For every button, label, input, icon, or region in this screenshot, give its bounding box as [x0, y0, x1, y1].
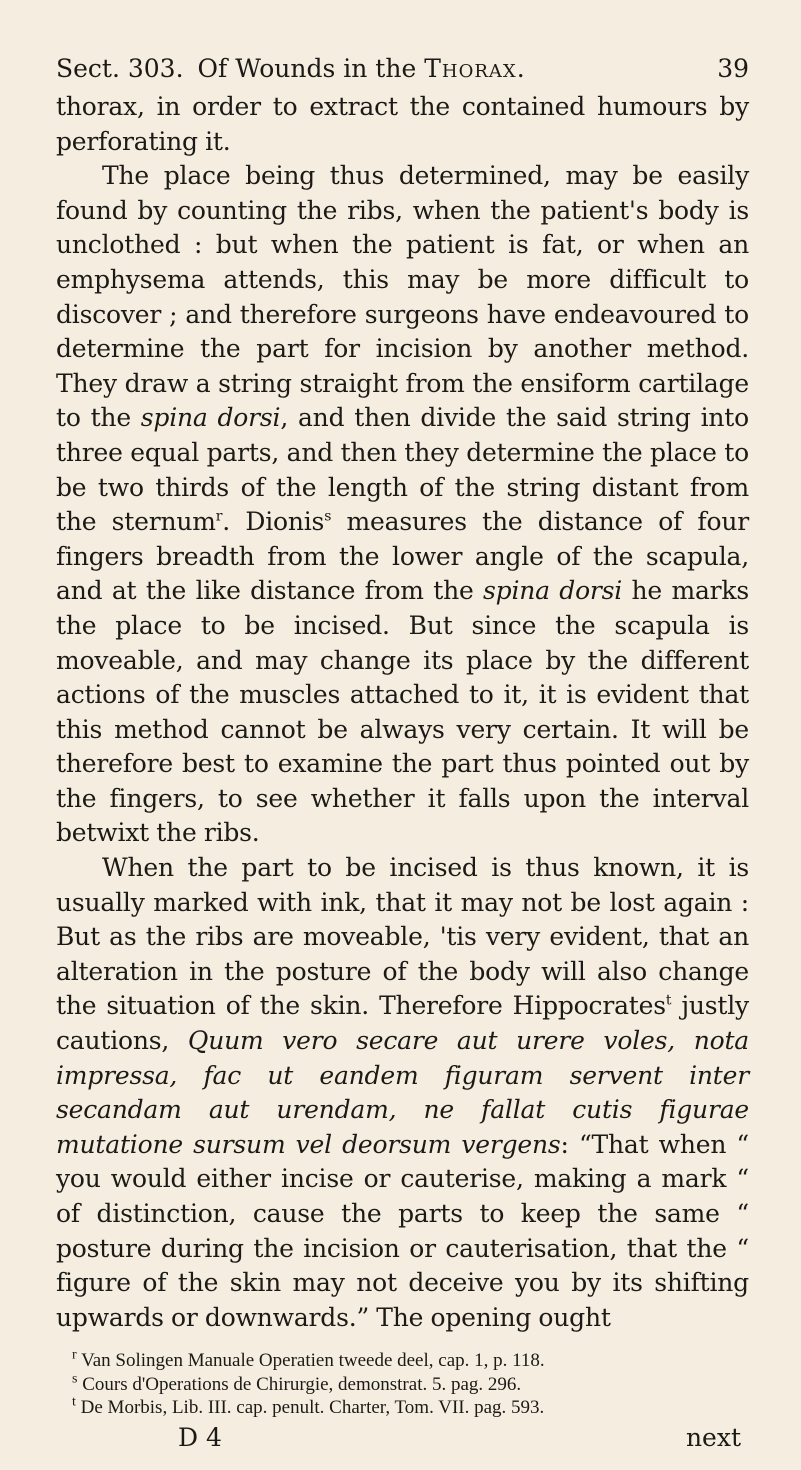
latin-term: spina dorsi: [483, 576, 623, 606]
footnote-ref-s: s: [324, 508, 332, 525]
latin-quotation: Quum vero secare aut urere voles, nota impressa, fac ut eandem figuram servent inter secandam aut urendam, ne fallat cutis figurae mutatione sursum vel deorsum vergens: [56, 1026, 749, 1159]
latin-term: spina dorsi: [140, 403, 281, 433]
signature-mark: D 4: [178, 1422, 222, 1452]
footnote-r: $^r$ Van Solingen Manuale Operatien tweede deel, cap. 1, p. 118.: [72, 1348, 545, 1372]
footnote-t: $^t$ De Morbis, Lib. III. cap. penult. Charter, Tom. VII. pag. 593.: [72, 1395, 545, 1419]
paragraph-1: thorax, in order to extract the contained humours by perforating it.: [56, 92, 749, 156]
body-text: [56, 90, 749, 1335]
footnotes: [56, 1349, 749, 1420]
catchword: next: [685, 1422, 741, 1452]
paragraph-3: When the part to be incised is thus known, it is usually marked with ink, that it may not be lost again : But as the ribs are moveable, 'tis very evident, that an alteration in the posture of the body will also change the situation of the skin. Therefore Hippocrates$^t$ justly cautions, Quum vero secare aut urere voles, nota impressa, fac ut eandem figuram servent inter secandam aut urendam, ne fallat cutis figurae mutatione sursum vel deorsum vergens: “That when “ you would either incise or cauterise, making a mark “ of distinction, cause the parts to keep the same “ posture during the incision or cauterisation, that the “ figure of the skin may not deceive you by its shifting upwards or downwards.” The opening ought: [56, 853, 749, 1332]
page-footer: [56, 1422, 749, 1454]
page-number: 39: [717, 54, 749, 83]
footnote-ref-t: t: [665, 993, 672, 1010]
footnote-ref-r: r: [215, 508, 223, 525]
running-title: Of Wounds in the Thorax.: [197, 54, 526, 83]
section-number: Sect. 303.: [56, 54, 184, 83]
paragraph-2: The place being thus determined, may be easily found by counting the ribs, when the patient's body is unclothed : but when the patient is fat, or when an emphysema attends, this may be more difficult to discover ; and therefore surgeons have endeavoured to determine the part for incision by another method. They draw a string straight from the ensiform cartilage to the spina dorsi, and then divide the said string into three equal parts, and then they determine the place to be two thirds of the length of the string distant from the sternum$^r$. Dionis$^s$ measures the distance of four fingers breadth from the lower angle of the scapula, and at the like distance from the spina dorsi he marks the place to be incised. But since the scapula is moveable, and may change its place by the different actions of the muscles attached to it, it is evident that this method cannot be always very certain. It will be therefore best to examine the part thus pointed out by the fingers, to see whether it falls upon the interval betwixt the ribs.: [56, 161, 749, 848]
running-header: [56, 52, 749, 86]
footnote-s: $^s$ Cours d'Operations de Chirurgie, demonstrat. 5. pag. 296.: [72, 1371, 522, 1395]
running-title-thorax: Thorax.: [424, 54, 526, 83]
